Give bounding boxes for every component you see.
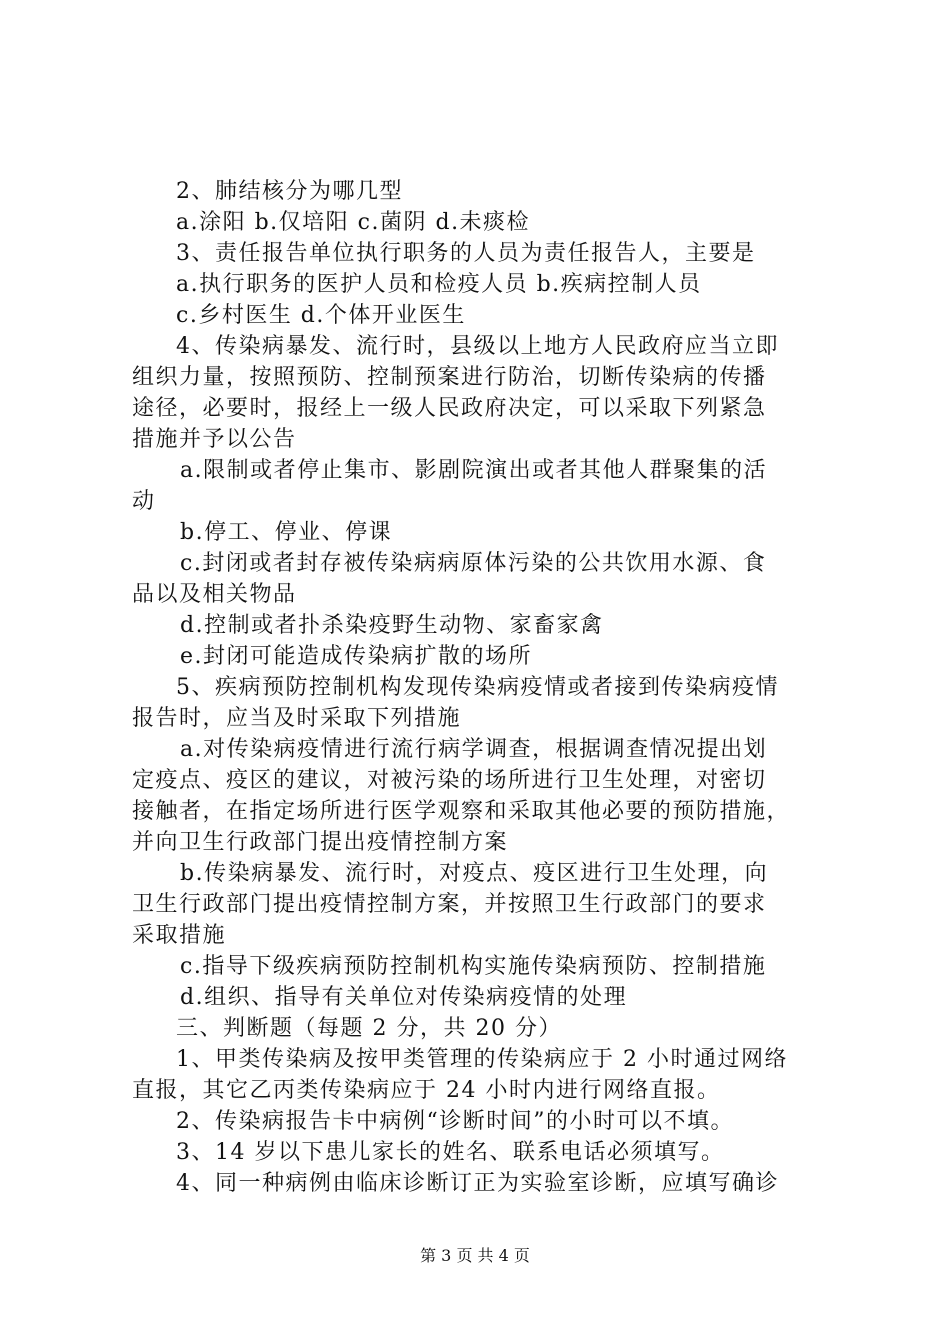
text-line: e.封闭可能造成传染病扩散的场所 [180,644,533,669]
text-line: a.限制或者停止集市、影剧院演出或者其他人群聚集的活 [180,458,768,483]
text-line: 3、责任报告单位执行职务的人员为责任报告人，主要是 [176,241,756,266]
document-body [132,176,832,1199]
page-footer: 第 3 页 共 4 页 [420,1246,530,1265]
text-line: a.涂阳 b.仅培阳 c.菌阴 d.未痰检 [176,210,531,235]
text-line: 1、甲类传染病及按甲类管理的传染病应于 2 小时通过网络 [176,1047,788,1072]
text-line: 措施并予以公告 [132,427,297,452]
text-line: a.执行职务的医护人员和检疫人员 b.疾病控制人员 [176,272,702,297]
text-line: 品以及相关物品 [132,582,297,607]
text-line: d.控制或者扑杀染疫野生动物、家畜家禽 [180,613,604,638]
text-line: 并向卫生行政部门提出疫情控制方案 [132,830,509,855]
text-line: a.对传染病疫情进行流行病学调查，根据调查情况提出划 [180,737,768,762]
text-line: b.停工、停业、停课 [180,520,393,545]
text-line: c.封闭或者封存被传染病病原体污染的公共饮用水源、食 [180,551,767,576]
text-line: 途径，必要时，报经上一级人民政府决定，可以采取下列紧急 [132,396,767,421]
text-line: 4、传染病暴发、流行时，县级以上地方人民政府应当立即 [176,334,779,359]
text-line: 报告时，应当及时采取下列措施 [132,706,462,731]
text-line: 组织力量，按照预防、控制预案进行防治，切断传染病的传播 [132,365,767,390]
text-line: 卫生行政部门提出疫情控制方案，并按照卫生行政部门的要求 [132,892,767,917]
text-line: 5、疾病预防控制机构发现传染病疫情或者接到传染病疫情 [176,675,779,700]
text-line: 3、14 岁以下患儿家长的姓名、联系电话必须填写。 [176,1140,725,1165]
text-line: 采取措施 [132,923,227,948]
text-line: 接触者，在指定场所进行医学观察和采取其他必要的预防措施， [132,799,791,824]
text-line: c.指导下级疾病预防控制机构实施传染病预防、控制措施 [180,954,767,979]
text-line: 动 [132,489,156,514]
text-line: 4、同一种病例由临床诊断订正为实验室诊断，应填写确诊 [176,1171,779,1196]
text-line: 2、传染病报告卡中病例“诊断时间”的小时可以不填。 [176,1109,734,1134]
text-line: 定疫点、疫区的建议，对被污染的场所进行卫生处理，对密切 [132,768,767,793]
text-line: b.传染病暴发、流行时，对疫点、疫区进行卫生处理，向 [180,861,769,886]
text-line: c.乡村医生 d.个体开业医生 [176,303,466,328]
text-line: 三、判断题（每题 2 分，共 20 分） [176,1016,562,1041]
text-line: 直报，其它乙丙类传染病应于 24 小时内进行网络直报。 [132,1078,721,1103]
text-line: d.组织、指导有关单位对传染病疫情的处理 [180,985,628,1010]
text-line: 2、肺结核分为哪几型 [176,179,403,204]
